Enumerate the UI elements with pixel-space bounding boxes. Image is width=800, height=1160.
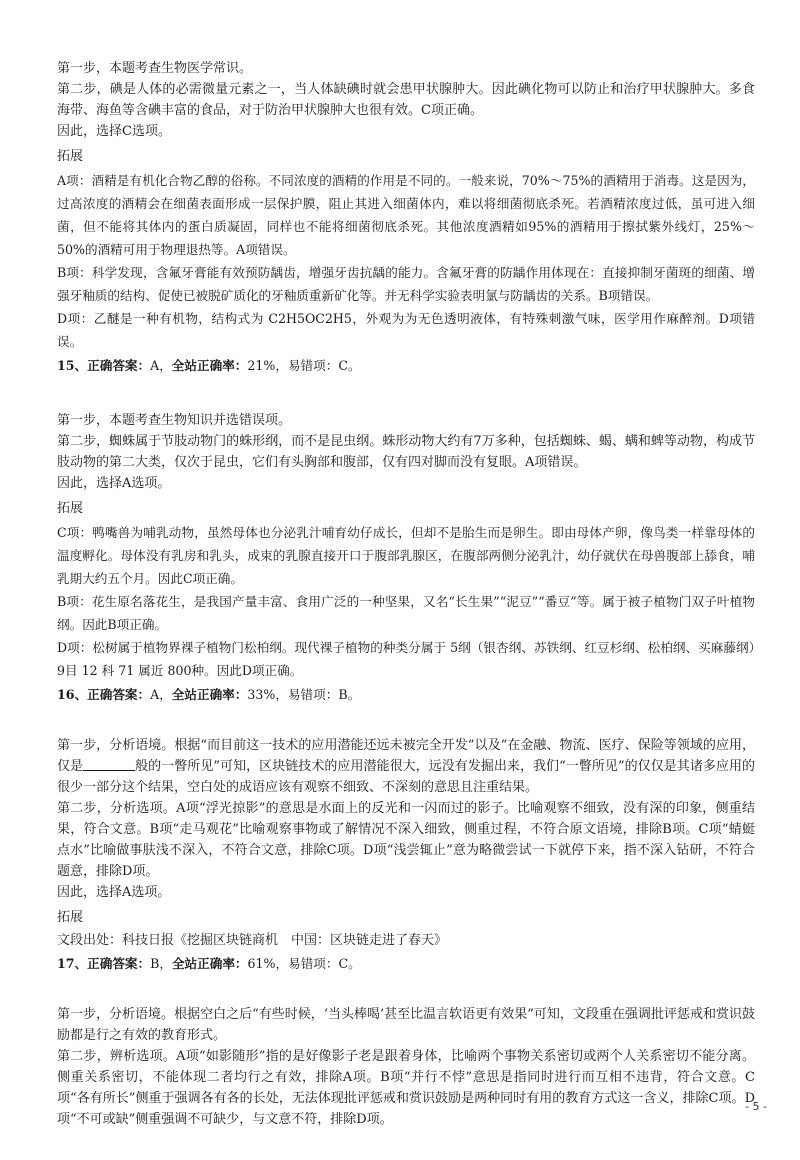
option-explanation-b: B项：科学发现，含氟牙膏能有效预防龋齿，增强牙齿抗龋的能力。含氟牙膏的防龋作用体现在：直接抑制牙菌斑的细菌、增强牙釉质的结构、促使已被脱矿质化的牙釉质重新矿化等。并无科学实验表明氯与防龋齿的关系。B项错误。 [57, 265, 755, 303]
question-number: 17、 [57, 956, 88, 971]
step-text: 第一步，本题考查生物知识并选错误项。 [57, 413, 292, 428]
step-text: 第二步，分析选项。A项“浮光掠影”的意思是水面上的反光和一闪而过的影子。比喻观察不细致，没有深的印象，侧重结果，符合文意。B项“走马观花”比喻观察事物或了解情况不深入细致，侧重过程，不符合原文语境，排除B项。C项“蜻蜓点水”比喻做事肤浅不深入，不符合文意，排除C项。D项“浅尝辄止”意为略微尝试一下就停下来，指不深入钻研，不符合题意，排除D项。 [57, 801, 755, 879]
answer-value: B， [150, 956, 172, 971]
step-text-after-blank: 般的一瞥所见”可知，区块链技术的应用潜能很大，远没有发掘出来，我们“一瞥所见”的仅仅是其诸多应用的很少一部分这个结果，空白处的成语应该有观察不细致、不深刻的意思且注重结果。 [57, 759, 755, 795]
explanation-q14 [57, 58, 755, 376]
extension-label: 拓展 [57, 149, 84, 164]
site-rate-value: 33%， [247, 687, 288, 702]
common-wrong-option: 易错项：B。 [287, 687, 361, 702]
option-explanation-d: D项：松树属于植物界裸子植物门松柏纲。现代裸子植物的种类分属于 5纲（银杏纲、苏铁纲、红豆杉纲、松柏纲、买麻藤纲）9目 12 科 71 属近 800种。因此D项正确。 [57, 640, 755, 678]
source-text: 文段出处：科技日报《挖掘区块链商机 中国：区块链走进了春天》 [57, 933, 448, 948]
site-rate-label: 全站正确率： [171, 956, 248, 971]
answer-line-17 [57, 953, 755, 974]
step-text [57, 735, 755, 798]
explanation-q17 [57, 1004, 755, 1130]
extension-label: 拓展 [57, 910, 84, 925]
answer-line-16 [57, 684, 755, 705]
step-text: 第二步，蜘蛛属于节肢动物门的蛛形纲，而不是昆虫纲。蛛形动物大约有7万多种，包括蜘蛛、蝎、螨和蜱等动物，构成节肢动物的第二大类，仅次于昆虫，它们有头胸部和腹部，仅有四对脚而没有复眼。A项错误。 [57, 434, 755, 470]
step-text-before-blank: 第一步，分析语境。根据“而目前这一技术的应用潜能还远未被完全开发”以及“在金融、物流、医疗、保险等领域的应用，仅是 [57, 738, 755, 774]
step-text: 第一步，本题考查生物医学常识。 [57, 61, 253, 76]
step-text: 第一步，分析语境。根据空白之后“有些时候，‘当头棒喝’甚至比温言软语更有效果”可知，文段重在强调批评惩戒和赏识鼓励都是行之有效的教育形式。 [57, 1007, 755, 1043]
site-rate-value: 21%， [247, 358, 288, 373]
step-text: 第二步，辨析选项。A项“如影随形”指的是好像影子老是跟着身体，比喻两个事物关系密切或两个人关系密切不能分离。侧重关系密切，不能体现二者均行之有效，排除A项。B项“并行不悖”意思是指同时进行而互相不违背，符合文意。C项“各有所长”侧重于强调各有各的长处，无法体现批评惩戒和赏识鼓励是两种同时有用的教育方式这一含义，排除C项。D项“不可或缺”侧重强调不可缺少，与文意不符，排除D项。 [57, 1049, 755, 1127]
extension-label: 拓展 [57, 501, 84, 516]
answer-line-15 [57, 355, 755, 376]
explanation-q15 [57, 410, 755, 705]
question-number: 16、 [57, 687, 88, 702]
common-wrong-option: 易错项：C。 [287, 358, 361, 373]
step-text: 第二步，碘是人体的必需微量元素之一，当人体缺碘时就会患甲状腺肿大。因此碘化物可以防止和治疗甲状腺肿大。多食海带、海鱼等含碘丰富的食品，对于防治甲状腺肿大也很有效。C项正确。 [57, 82, 755, 118]
common-wrong-option: 易错项：C。 [288, 956, 361, 971]
answer-label: 正确答案： [87, 687, 151, 702]
fill-in-blank [83, 758, 135, 771]
answer-label: 正确答案： [87, 956, 151, 971]
option-explanation-d: D项：乙醚是一种有机物，结构式为 C2H5OC2H5，外观为为无色透明液体，有特殊刺激气味，医学用作麻醉剂。D项错误。 [57, 311, 755, 349]
conclusion-text: 因此，选择A选项。 [57, 885, 171, 900]
conclusion-text: 因此，选择A选项。 [57, 476, 171, 491]
option-explanation-b: B项：花生原名落花生，是我国产量丰富、食用广泛的一种坚果，又名“长生果”“泥豆”“番豆”等。属于被子植物门双子叶植物纲。因此B项正确。 [57, 594, 755, 632]
answer-label: 正确答案： [87, 358, 151, 373]
option-explanation-c: C项：鸭嘴兽为哺乳动物，虽然母体也分泌乳汁哺育幼仔成长，但却不是胎生而是卵生。即由母体产卵，像鸟类一样靠母体的温度孵化。母体没有乳房和乳头，成束的乳腺直接开口于腹部乳腺区，在腹部两侧分泌乳汁，幼仔就伏在母兽腹部上舔食，哺乳期大约五个月。因此C项正确。 [57, 525, 755, 586]
answer-value: A， [150, 687, 172, 702]
document-page [57, 58, 755, 1160]
explanation-q16 [57, 735, 755, 974]
option-explanation-a: A项：酒精是有机化合物乙醇的俗称。不同浓度的酒精的作用是不同的。一般来说，70%～75%的酒精用于消毒。这是因为，过高浓度的酒精会在细菌表面形成一层保护膜，阻止其进入细菌体内，难以将细菌彻底杀死。若酒精浓度过低，虽可进入细菌，但不能将其体内的蛋白质凝固，同样也不能将细菌彻底杀死。其他浓度酒精如95%的酒精用于擦拭紫外线灯，25%～50%的酒精可用于物理退热等。A项错误。 [57, 173, 755, 257]
site-rate-label: 全站正确率： [171, 358, 248, 373]
question-number: 15、 [57, 358, 88, 373]
page-number: - 5 - [745, 1100, 767, 1113]
site-rate-value: 61%， [247, 956, 289, 971]
conclusion-text: 因此，选择C选项。 [57, 124, 171, 139]
site-rate-label: 全站正确率： [171, 687, 248, 702]
answer-value: A， [150, 358, 172, 373]
